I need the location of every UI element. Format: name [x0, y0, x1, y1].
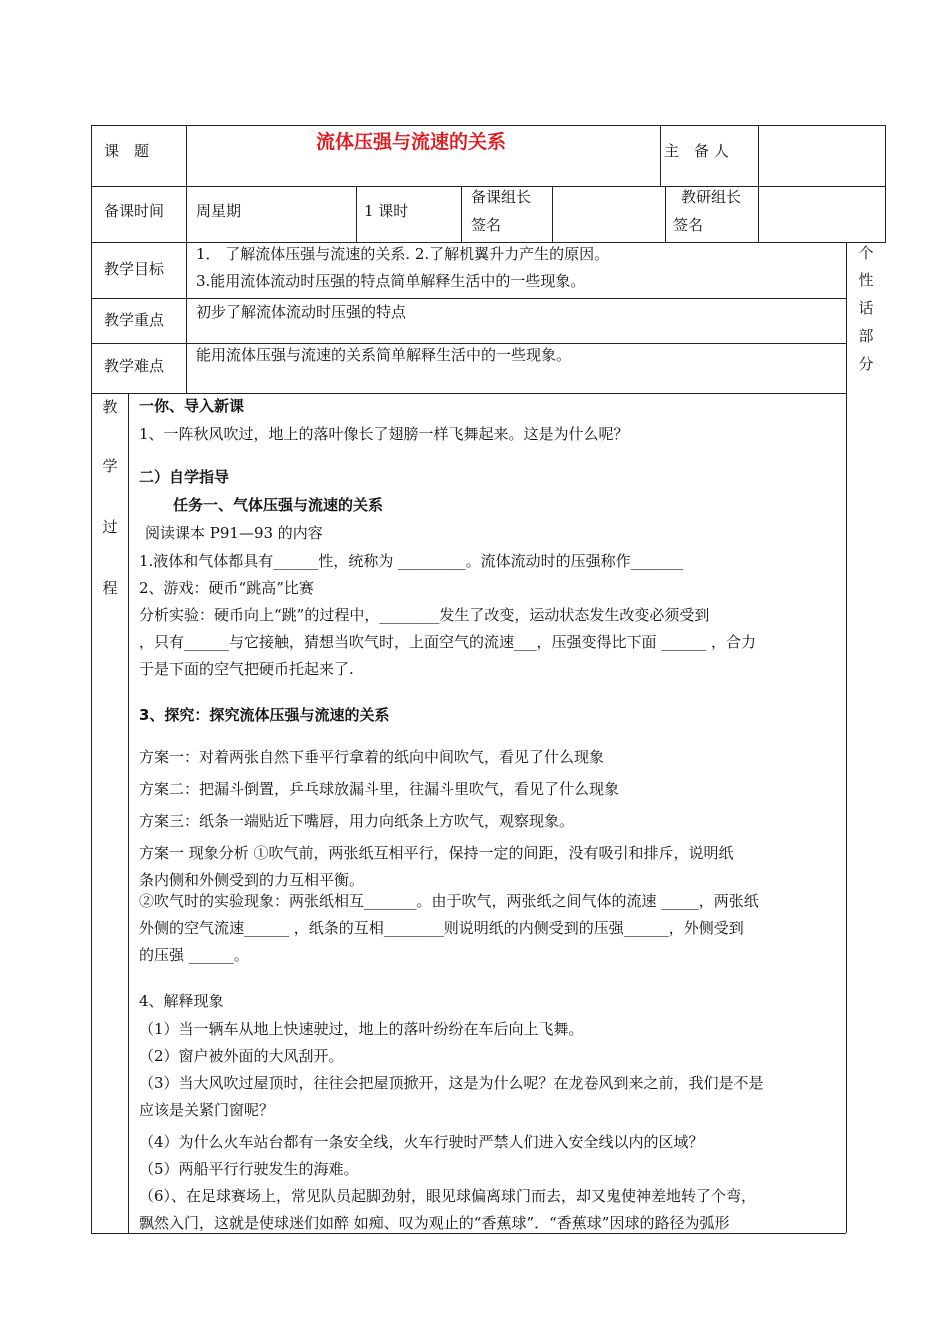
side-column-char: 个 [858, 244, 874, 262]
side-column-char: 部 [858, 327, 874, 345]
section-title: 3、探究：探究流体压强与流速的关系 [139, 706, 390, 724]
prep-time-label: 备课时间 [104, 202, 165, 220]
paragraph: 2、游戏：硬币“跳高”比赛 [139, 579, 314, 597]
list-item: （1）当一辆车从地上快速驶过，地上的落叶纷纷在车后向上飞舞。 [139, 1020, 584, 1038]
grid-line [91, 298, 846, 299]
grid-line [758, 125, 759, 242]
grid-line [552, 186, 553, 242]
lesson-hours: 1 课时 [364, 202, 409, 220]
grid-line [665, 186, 666, 242]
fill-question: ②吹气时的实验现象：两张纸相互_______。由于吹气，两张纸之间气体的流速 _____，两张纸 [139, 892, 759, 910]
list-item: 飘然入门，这就是使球迷们如醉 如痴、叹为观止的“香蕉球”．“香蕉球”因球的路径为弧形 [139, 1214, 730, 1232]
process-label-char: 过 [102, 518, 118, 536]
section-title: 一你、导入新课 [139, 397, 245, 415]
paragraph: 条内侧和外侧受到的力互相平衡。 [139, 871, 365, 889]
preparer-label: 主 备 人 [664, 142, 729, 160]
grid-line [128, 393, 129, 1233]
process-label-char: 程 [102, 579, 118, 597]
section-title: 4、解释现象 [139, 992, 224, 1010]
key-points-label: 教学重点 [104, 311, 165, 329]
group-leader-sign-label: 备课组长 [471, 188, 532, 206]
paragraph: 方案二：把漏斗倒置，乒乓球放漏斗里，往漏斗里吹气，看见了什么现象 [139, 780, 620, 798]
difficulties-text: 能用流体压强与流速的关系简单解释生活中的一些现象。 [196, 346, 572, 364]
grid-line [186, 125, 187, 393]
fill-question: 1.液体和气体都具有______性，统称为 _________。流体流动时的压强称作_______ [139, 552, 684, 570]
fill-question: ，只有______与它接触，猜想当吹气时，上面空气的流速___，压强变得比下面 ______ ，合力 [139, 633, 757, 651]
fill-question: 的压强 ______。 [139, 946, 249, 964]
grid-line [91, 1233, 846, 1234]
side-column-char: 分 [858, 355, 874, 373]
grid-line [461, 186, 462, 242]
group-leader-sign-label-2: 签名 [471, 216, 502, 234]
objectives-line1: 1． 了解流体压强与流速的关系. 2.了解机翼升力产生的原因。 [196, 245, 610, 263]
paragraph: 1、一阵秋风吹过，地上的落叶像长了翅膀一样飞舞起来。这是为什么呢？ [139, 425, 629, 443]
grid-line [91, 393, 846, 394]
grid-line [885, 125, 886, 243]
difficulties-label: 教学难点 [104, 357, 165, 375]
objectives-label: 教学目标 [104, 260, 165, 278]
grid-line [356, 186, 357, 242]
grid-line [660, 125, 661, 186]
section-title: 二）自学指导 [139, 468, 230, 486]
weekday-label: 周星期 [196, 202, 242, 220]
fill-question: 外侧的空气流速______ ，纸条的互相________则说明纸的内侧受到的压强______，外侧受到 [139, 919, 744, 937]
paragraph: 方案一：对着两张自然下垂平行拿着的纸向中间吹气，看见了什么现象 [139, 748, 605, 766]
list-item: （2）窗户被外面的大风刮开。 [139, 1047, 344, 1065]
objectives-line2: 3.能用流体流动时压强的特点简单解释生活中的一些现象。 [196, 272, 586, 290]
key-points-text: 初步了解流体流动时压强的特点 [196, 303, 407, 321]
list-item: （5）两船平行行驶发生的海难。 [139, 1160, 359, 1178]
side-column-char: 话 [858, 299, 874, 317]
grid-line [91, 242, 886, 243]
list-item: （6）、在足球赛场上，常见队员起脚劲射，眼见球偏离球门而去，却又鬼使神差地转了个弯， [139, 1187, 757, 1205]
list-item: 应该是关紧门窗呢？ [139, 1101, 275, 1119]
list-item: （4）为什么火车站台都有一条安全线，火车行驶时严禁人们进入安全线以内的区域？ [139, 1133, 704, 1151]
grid-line [91, 343, 846, 344]
task-title: 任务一、气体压强与流速的关系 [173, 496, 384, 514]
grid-line [91, 125, 92, 1233]
research-leader-sign-label-2: 签名 [673, 216, 704, 234]
side-column-char: 性 [858, 271, 874, 289]
grid-line [91, 125, 886, 126]
paragraph: 阅读课本 P91—93 的内容 [145, 524, 323, 542]
process-label-char: 教 [102, 398, 118, 416]
research-leader-sign-label: 教研组长 [681, 188, 742, 206]
paragraph: 方案三：纸条一端贴近下嘴唇，用力向纸条上方吹气，观察现象。 [139, 812, 575, 830]
page-title: 流体压强与流速的关系 [316, 131, 507, 153]
list-item: （3）当大风吹过屋顶时，往往会把屋顶掀开，这是为什么呢？在龙卷风到来之前，我们是不是 [139, 1074, 764, 1092]
topic-label: 课 题 [104, 142, 150, 160]
paragraph: 分析实验：硬币向上“跳”的过程中，________发生了改变，运动状态发生改变必须受到 [139, 606, 710, 624]
paragraph: 方案一 现象分析 ①吹气前，两张纸互相平行，保持一定的间距，没有吸引和排斥，说明纸 [139, 844, 734, 862]
grid-line [846, 242, 847, 1233]
process-label-char: 学 [102, 457, 118, 475]
paragraph: 于是下面的空气把硬币托起来了. [139, 660, 354, 678]
